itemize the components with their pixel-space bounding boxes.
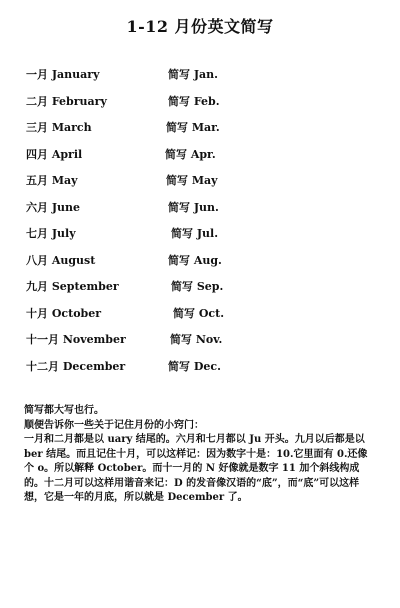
month-row xyxy=(0,66,400,84)
month-abbreviation: 简写 Feb. xyxy=(168,94,220,108)
month-name: 二月 February xyxy=(26,94,107,108)
month-abbreviation: 简写 May xyxy=(166,174,218,187)
month-abbreviation: 简写 Nov. xyxy=(170,333,223,346)
month-name: 五月 May xyxy=(26,174,78,187)
note-line: 简写都大写也行。 xyxy=(24,405,104,416)
month-name: 一月 January xyxy=(26,68,100,81)
month-name: 七月 July xyxy=(26,227,76,240)
month-row xyxy=(0,93,400,111)
month-abbreviation: 简写 Aug. xyxy=(168,253,222,267)
month-name: 三月 March xyxy=(26,121,92,134)
month-row xyxy=(0,305,400,323)
month-row xyxy=(0,146,400,164)
month-abbreviation: 简写 Dec. xyxy=(168,359,221,373)
month-abbreviation: 简写 Jul. xyxy=(171,227,219,240)
month-row xyxy=(0,252,400,270)
month-row xyxy=(0,358,400,376)
tips-paragraph: 一月和二月都是以 uary 结尾的。六月和七月都以 Ju 开头。九月以后都是以 ber 结尾。而且记住十月，可以这样记：因为数字十是：10.它里面有 0.还像个 o。所以解释 October。而十一月的 N 好像就是数字 11 加个斜线构成的。十二月可以这样用谐音来记：D 的发音像汉语的“底”，而“底”可以这样想，它是一年的月底，所以就是 December 了。 xyxy=(24,434,368,503)
page-title: 1-12 月份英文简写 xyxy=(126,17,274,36)
month-row xyxy=(0,278,400,296)
note-line: 顺便告诉你一些关于记住月份的小窍门： xyxy=(24,419,204,431)
month-name: 十二月 December xyxy=(26,359,126,373)
month-name: 四月 April xyxy=(26,147,83,161)
month-abbreviation: 简写 Apr. xyxy=(165,147,216,161)
month-row xyxy=(0,199,400,217)
month-abbreviation: 简写 Oct. xyxy=(173,306,225,320)
month-name: 十一月 November xyxy=(26,333,126,346)
month-abbreviation: 简写 Sep. xyxy=(171,280,224,293)
month-row xyxy=(0,225,400,243)
month-name: 八月 August xyxy=(26,253,96,267)
month-abbreviation: 简写 Mar. xyxy=(166,121,220,134)
month-name: 九月 September xyxy=(26,280,119,293)
month-row xyxy=(0,119,400,137)
month-row xyxy=(0,331,400,349)
tips-section xyxy=(24,404,374,506)
month-name: 六月 June xyxy=(26,200,81,214)
month-name: 十月 October xyxy=(26,306,102,320)
month-abbreviation: 简写 Jun. xyxy=(168,200,219,214)
month-row xyxy=(0,172,400,190)
month-abbreviation: 简写 Jan. xyxy=(168,68,218,81)
